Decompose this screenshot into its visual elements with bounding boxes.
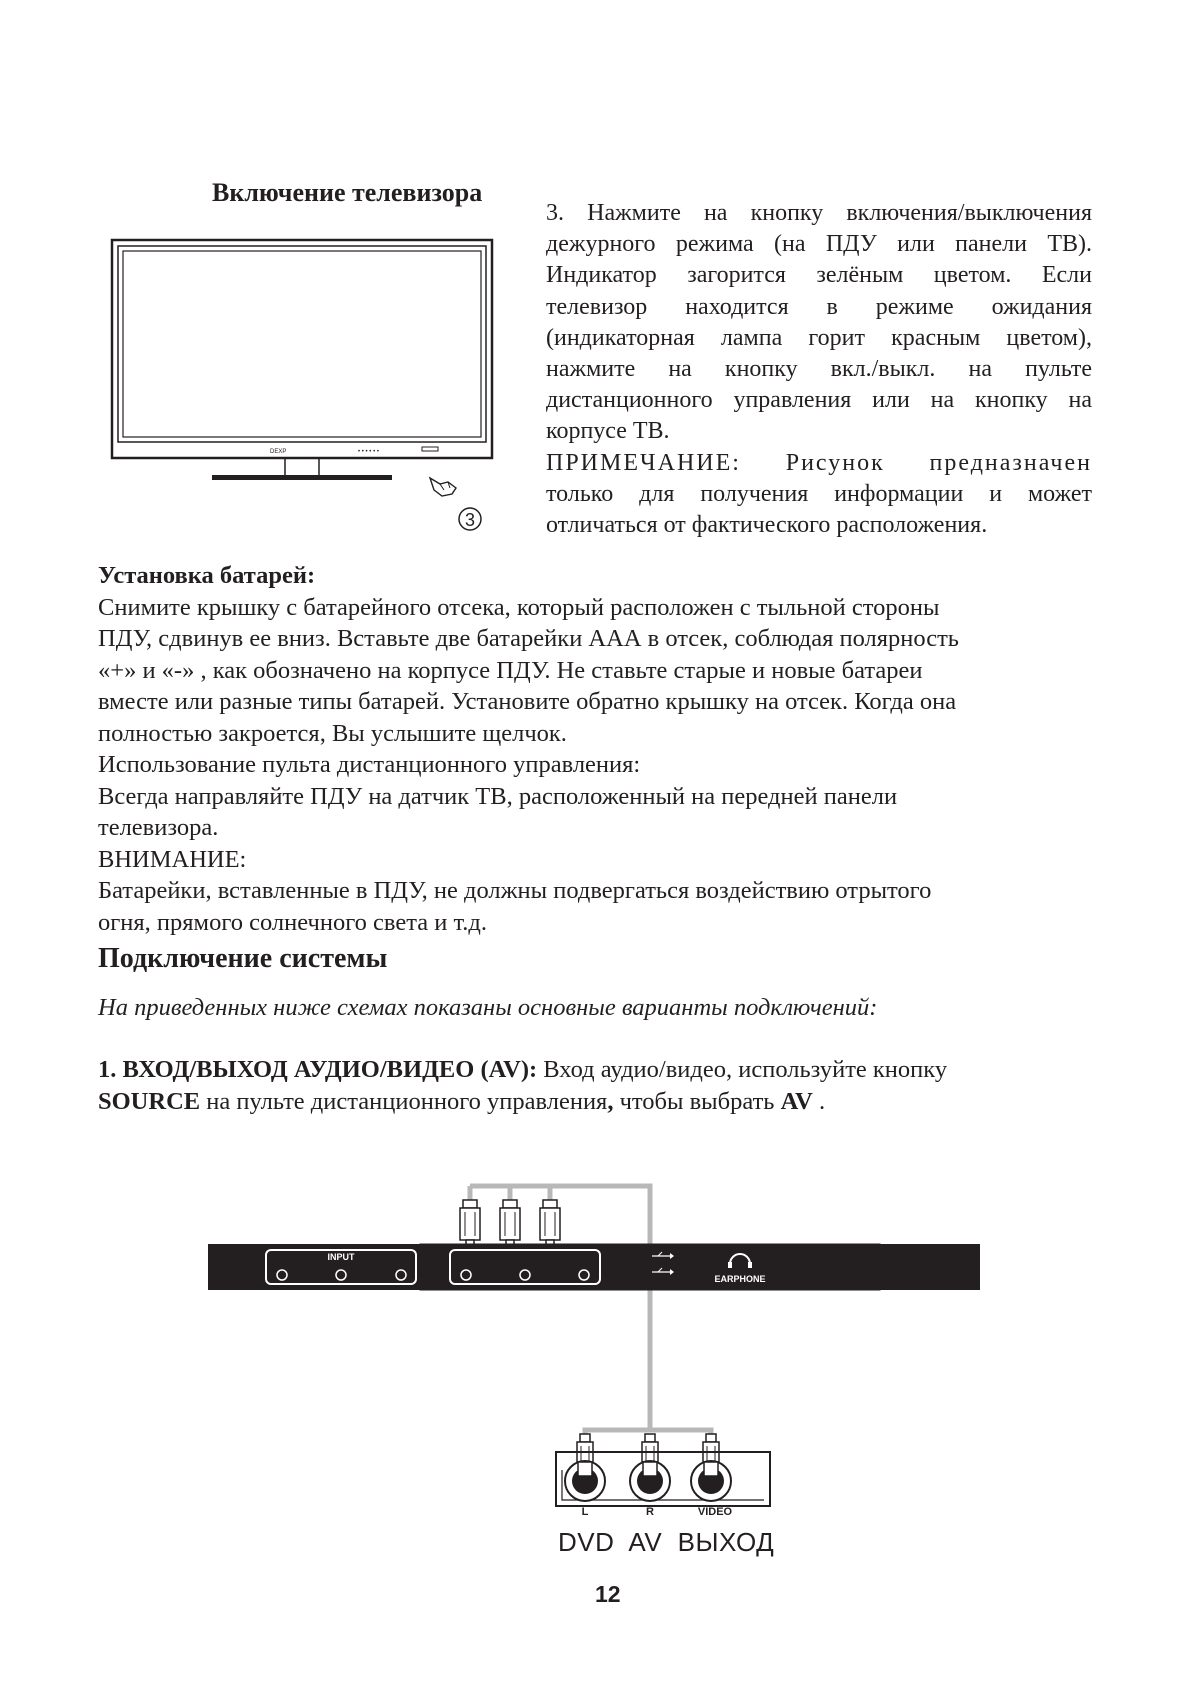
battery-line: вместе или разные типы батарей. Установите обратно крышку на отсек. Когда она [98,688,957,715]
note-line: только для получения информации и может [546,480,1092,507]
system-connection-title: Подключение системы [98,943,388,974]
system-intro: На приведенных ниже схемах показаны основные варианты подключений: [98,994,878,1021]
page-number: 12 [595,1581,621,1607]
tv-brand-label: DEXP [270,449,287,455]
battery-line: Снимите крышку с батарейного отсека, который расположен с тыльной стороны [98,593,940,621]
av-text: чтобы выбрать [613,1087,781,1115]
step3-line: корпусе ТВ. [546,418,670,445]
battery-title: Установка батарей: [98,562,316,589]
av-text: Вход аудио/видео, используйте кнопку [537,1056,948,1083]
remote-usage-heading: Использование пульта дистанционного управления: [98,751,641,778]
av-connection-diagram [190,1170,990,1530]
step3-line: Индикатор загорится зелёным цветом. Если [546,262,1092,289]
callout-number: 3 [464,510,476,530]
input-label: INPUT [327,1252,355,1262]
battery-line: Батарейки, вставленные в ПДУ, не должны подвергаться воздействию отрытого [98,877,932,904]
av-paragraph [98,1054,1098,1117]
battery-line: полностью закроется, Вы услышите щелчок. [98,719,567,747]
step3-line: дежурного режима (на ПДУ или панели ТВ). [546,231,1092,258]
tv-screen [123,251,481,437]
dvd-jack-l [565,1461,605,1501]
tv-illustration [100,228,520,548]
note-line: ПРИМЕЧАНИЕ: Рисунок предназначен [546,449,1092,476]
battery-line: Всегда направляйте ПДУ на датчик ТВ, расположенный на передней панели [98,782,898,810]
tv-indicator [422,447,438,451]
tv-bezel-outer [112,240,492,458]
step3-line: телевизор находится в режиме ожидания [546,293,1092,320]
av-text: . [812,1087,826,1115]
tv-front-buttons: • • • • • • [358,449,379,455]
warning-heading: ВНИМАНИЕ: [98,845,247,873]
earphone-label: EARPHONE [714,1274,766,1284]
av-heading: 1. ВХОД/ВЫХОД АУДИО/ВИДЕО (AV): [98,1056,538,1083]
dvd-jack-video [691,1461,731,1501]
tv-power-title: Включение телевизора [212,178,483,207]
av-comma: , [607,1087,614,1115]
battery-line: огня, прямого солнечного света и т.д. [98,908,488,936]
note-line: отличаться от фактического расположения. [546,512,988,539]
hand-pointer-icon [430,478,456,496]
av-keyword: AV [780,1087,813,1115]
battery-line: телевизора. [98,814,219,841]
step3-text [546,198,1092,541]
jack-label-r: R [646,1506,654,1518]
av-text: на пульте дистанционного управления [200,1087,608,1115]
dvd-av-output-label: DVD AV ВЫХОД [558,1527,775,1557]
tv-stand-neck [285,458,319,476]
tv-bezel-inner [118,246,486,442]
battery-section [98,560,1098,938]
jack-label-l: L [581,1506,589,1518]
step3-line: 3. Нажмите на кнопку включения/выключения [546,200,1092,226]
step3-line: дистанционного управления или на кнопку на [546,387,1092,414]
dvd-jack-r [630,1461,670,1501]
tv-stand-base [212,475,392,480]
step3-line: (индикаторная лампа горит красным цветом), [546,324,1092,351]
battery-line: ПДУ, сдвинув ее вниз. Вставьте две батарейки ААА в отсек, соблюдая полярность [98,625,959,652]
step3-line: нажмите на кнопку вкл./выкл. на пульте [546,356,1092,383]
battery-line: «+» и «-» , как обозначено на корпусе ПДУ. Не ставьте старые и новые батареи [98,656,923,684]
jack-label-video: VIDEO [697,1506,733,1518]
source-keyword: SOURCE [98,1087,201,1115]
